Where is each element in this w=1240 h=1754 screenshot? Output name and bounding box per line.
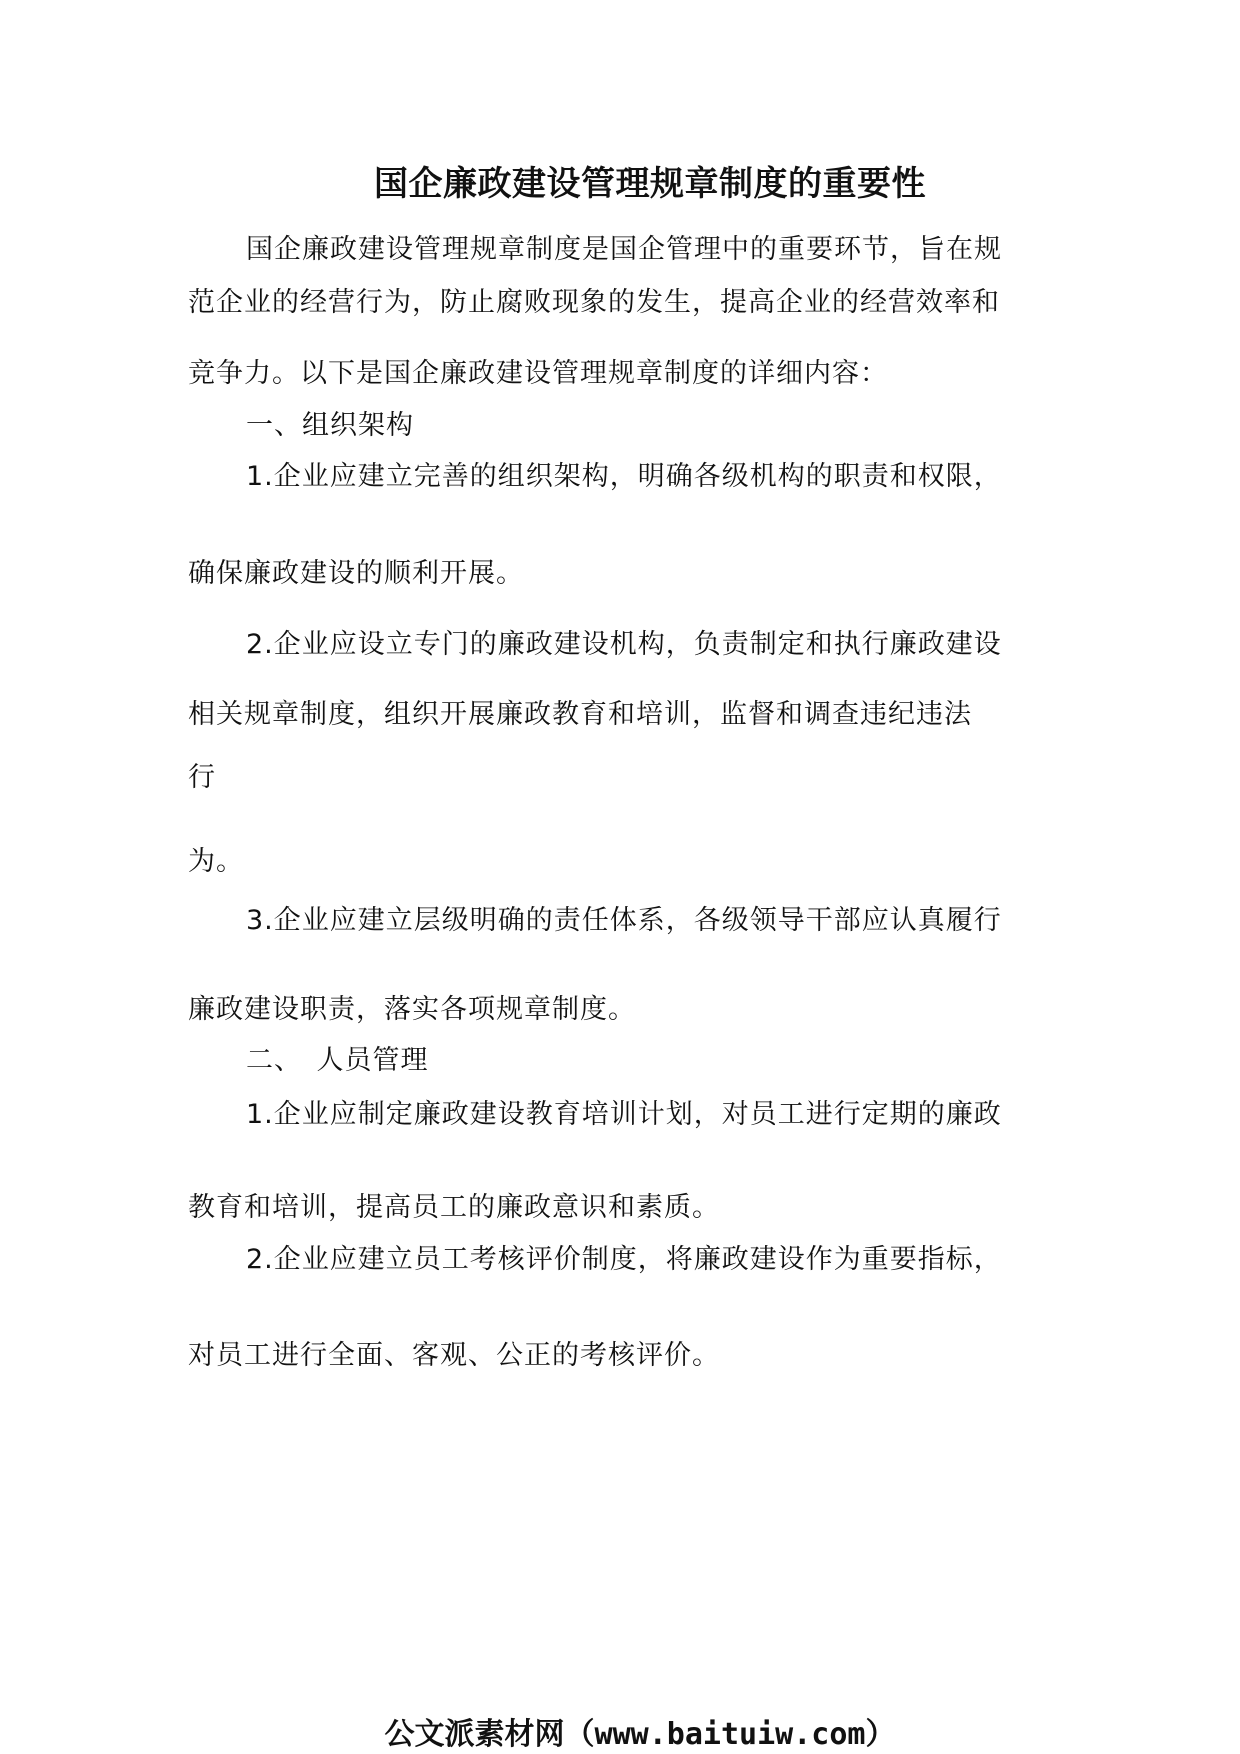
- paragraph-line: 教育和培训，提高员工的廉政意识和素质。: [188, 1192, 720, 1223]
- paragraph-line: 范企业的经营行为，防止腐败现象的发生，提高企业的经营效率和: [188, 287, 1000, 318]
- paragraph-line: 为。: [188, 846, 244, 877]
- section-heading: 二、 人员管理: [246, 1045, 429, 1076]
- paragraph-line: 相关规章制度，组织开展廉政教育和培训，监督和调查违纪违法: [188, 699, 972, 730]
- paragraph-line: 确保廉政建设的顺利开展。: [188, 558, 524, 589]
- paragraph-line: 国企廉政建设管理规章制度是国企管理中的重要环节，旨在规: [246, 234, 1002, 265]
- paragraph-line: 廉政建设职责，落实各项规章制度。: [188, 994, 636, 1025]
- paragraph-line: 对员工进行全面、客观、公正的考核评价。: [188, 1340, 720, 1371]
- section-heading: 一、组织架构: [246, 410, 414, 441]
- paragraph-line: 1.企业应制定廉政建设教育培训计划，对员工进行定期的廉政: [246, 1099, 1002, 1130]
- paragraph-line: 2.企业应建立员工考核评价制度，将廉政建设作为重要指标，: [246, 1244, 1002, 1275]
- paragraph-line: 2.企业应设立专门的廉政建设机构，负责制定和执行廉政建设: [246, 629, 1002, 660]
- footer-watermark: [0, 1716, 1240, 1754]
- footer-url: （www.baituiw.com）: [564, 1717, 896, 1752]
- paragraph-line: 1.企业应建立完善的组织架构，明确各级机构的职责和权限，: [246, 461, 1002, 492]
- paragraph-line: 竞争力。以下是国企廉政建设管理规章制度的详细内容：: [188, 358, 888, 389]
- paragraph-line: 行: [188, 762, 216, 793]
- document-title: 国企廉政建设管理规章制度的重要性: [374, 164, 926, 204]
- paragraph-line: 3.企业应建立层级明确的责任体系，各级领导干部应认真履行: [246, 905, 1002, 936]
- footer-site-name: 公文派素材网: [384, 1717, 565, 1752]
